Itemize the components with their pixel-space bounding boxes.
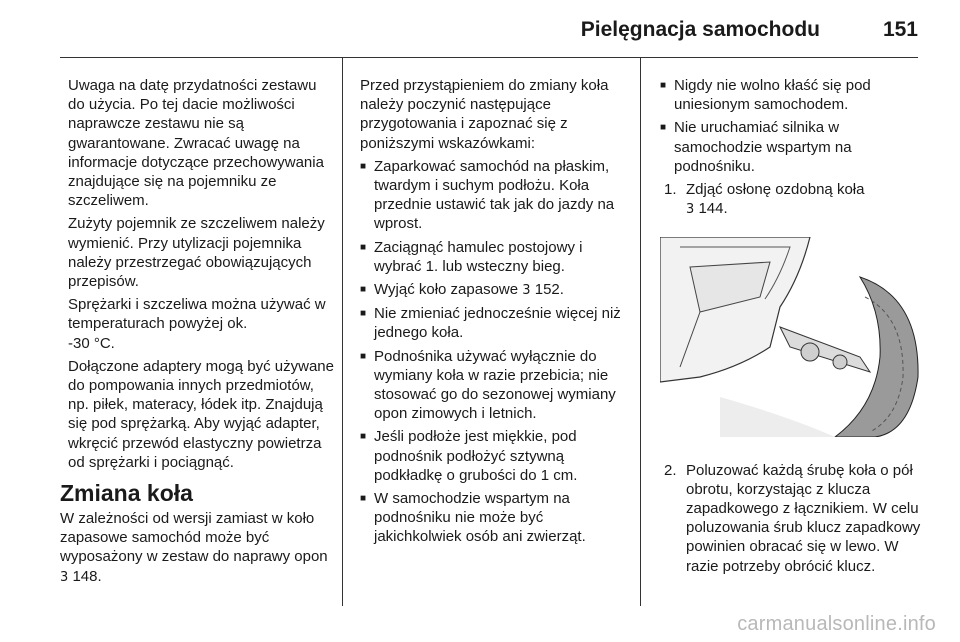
list-item-text (374, 280, 630, 300)
list-item-text: Nie zmieniać jednocześnie więcej niż jednego koła. (374, 305, 621, 342)
bullet-icon: ■ (360, 431, 367, 443)
step-number: 1. (664, 181, 677, 199)
bullet-icon: ■ (360, 241, 367, 253)
step-item (660, 461, 930, 576)
list-item (360, 427, 630, 485)
reference-link[interactable]: 148. (72, 567, 102, 585)
temperature-value: -30 °C. (68, 334, 115, 352)
list-item (360, 238, 630, 276)
bullet-icon: ■ (660, 80, 667, 91)
bullet-icon: ■ (660, 122, 667, 134)
list-item (360, 489, 630, 547)
reference-arrow-icon: 3 (60, 569, 69, 585)
paragraph-expiry: Uwaga na datę przydatności zestawu do użycia. Po tej dacie możliwości naprawcze zestawu nie są gwarantowane. Zwracać uwagę na informacje dotyczące przechowywania znajdujące się na pojemniku ze szczeliwem. (68, 77, 324, 210)
step-item (660, 180, 930, 219)
paragraph-repair-kit (60, 509, 335, 587)
reference-link[interactable]: 144. (698, 200, 728, 218)
list-item-text: Podnośnika używać wyłącznie do wymiany koła w razie przebicia; nie stosować go do sezonowej wymiany opon zimowych i letnich. (374, 347, 616, 423)
paragraph-temperature (60, 295, 335, 353)
watermark: carmanualsonline.info (737, 613, 936, 635)
header-rule (60, 57, 918, 58)
spare-wheel-text: Wyjąć koło zapasowe (374, 281, 519, 299)
column-2 (360, 76, 630, 551)
bullet-icon: ■ (360, 350, 367, 362)
bullet-icon: ■ (360, 160, 367, 172)
column-divider-1 (342, 58, 343, 606)
paragraph-intro: Przed przystąpieniem do zmiany koła należy poczynić następujące przygotowania i zapoznać się z poniższymi wskazówkami: (360, 77, 609, 152)
bullet-icon: ■ (360, 493, 367, 505)
step-number: 2. (664, 461, 677, 479)
column-divider-2 (640, 58, 641, 606)
list-item (360, 347, 630, 424)
section-heading-wheel-change: Zmiana koła (60, 480, 193, 507)
column-1 (60, 76, 335, 591)
step-1-text: Zdjąć osłonę ozdobną koła (686, 181, 865, 199)
paragraph-adapters: Dołączone adaptery mogą być używane do pompowania innych przedmiotów, np. piłek, materacy, łódek itp. Znajdują się pod sprężarką. Aby wyjąć adapter, wkręcić przewód elastyczny powietrza od sprężarki i pociągnąć. (68, 357, 334, 471)
wheel-illustration (660, 237, 920, 437)
list-item-text: W samochodzie wspartym na podnośniku nie może być jakichkolwiek osób ani zwierząt. (374, 490, 586, 546)
reference-link[interactable]: 152. (534, 281, 564, 299)
paragraph-disposal: Zużyty pojemnik ze szczeliwem należy wymienić. Przy utylizacji pojemnika należy przestrzegać obowiązujących przepisów. (68, 215, 325, 291)
list-item-text: Zaparkować samochód na płaskim, twardym i suchym podłożu. Koła przednie ustawić tak jak do jazdy na wprost. (374, 157, 615, 233)
reference-arrow-icon: 3 (522, 283, 531, 299)
list-item (660, 76, 930, 114)
list-item (360, 157, 630, 234)
list-item-text: Nie uruchamiać silnika w samochodzie wspartym na podnośniku. (674, 119, 852, 175)
list-item (360, 280, 630, 300)
list-item (360, 304, 630, 342)
step-text (686, 180, 930, 219)
reference-arrow-icon: 3 (686, 202, 695, 218)
page-number: 151 (882, 18, 918, 41)
column-3 (660, 76, 930, 580)
repair-kit-text: W zależności od wersji zamiast w koło zapasowe samochód może być wyposażony w zestaw do naprawy opon (60, 510, 328, 566)
step-text: Poluzować każdą śrubę koła o pół obrotu, korzystając z klucza zapadkowego z łącznikiem. W celu poluzowania śrub klucz zapadkowy powinien obracać się w lewo. W razie potrzeby obrócić klucz. (686, 461, 921, 575)
list-item-text: Zaciągnąć hamulec postojowy i wybrać 1. lub wsteczny bieg. (374, 238, 583, 275)
bullet-icon: ■ (360, 284, 367, 296)
list-item (660, 118, 930, 176)
temperature-text: Sprężarki i szczeliwa można używać w temperaturach powyżej ok. (68, 296, 326, 333)
bullet-icon: ■ (360, 308, 367, 320)
list-item-text: Jeśli podłoże jest miękkie, pod podnośnik podłożyć sztywną podkładkę o grubości do 1 cm. (374, 428, 578, 484)
list-item-text: Nigdy nie wolno kłaść się pod uniesionym samochodem. (674, 77, 871, 114)
header-title: Pielęgnacja samochodu (580, 18, 820, 41)
